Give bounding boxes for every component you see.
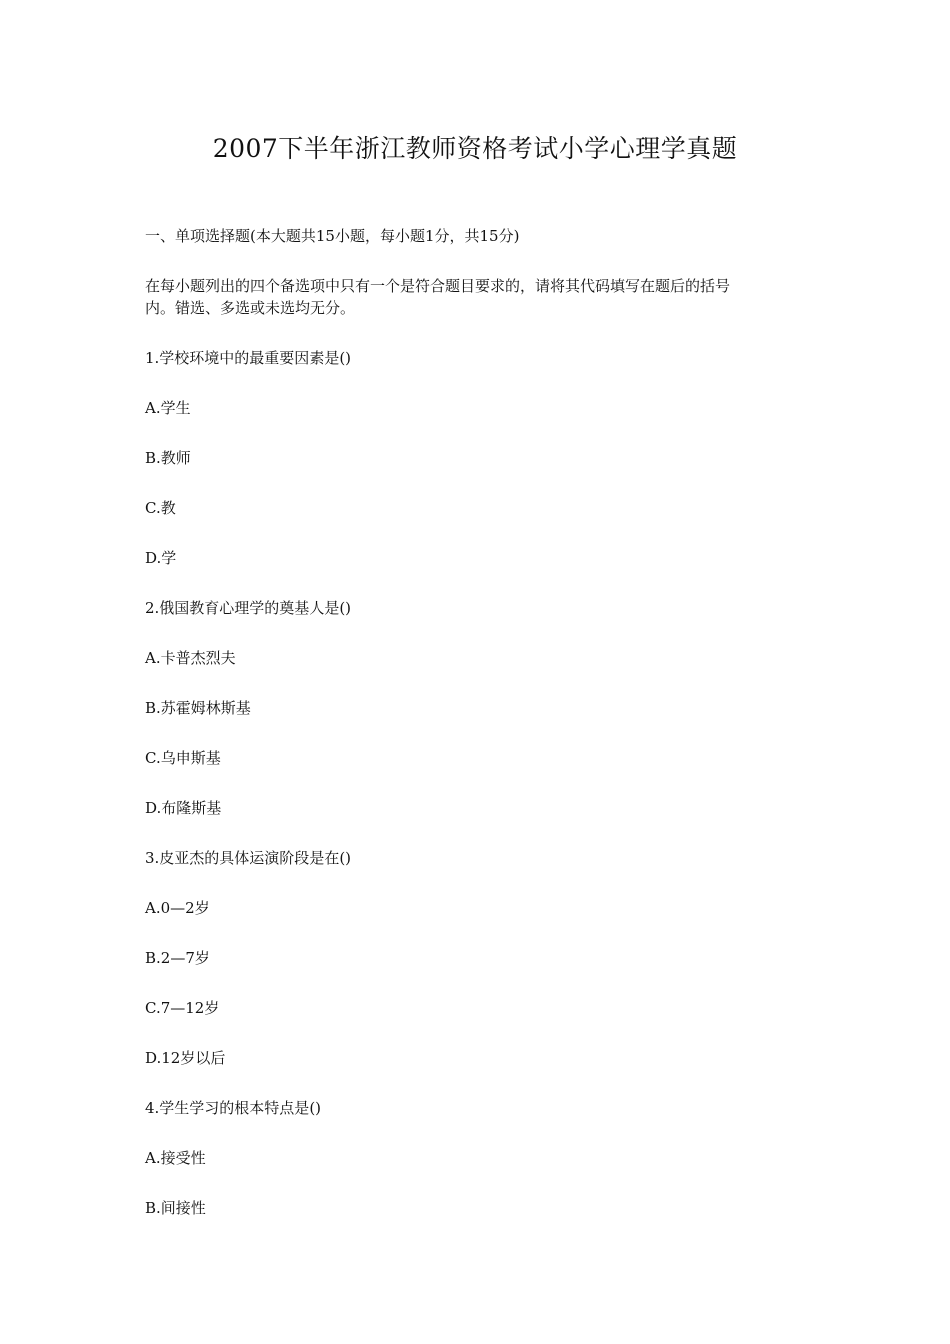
question-3-option-b: B.2—7岁 xyxy=(145,949,210,967)
question-4-option-a: A.接受性 xyxy=(145,1149,206,1167)
question-1-option-b: B.教师 xyxy=(145,449,191,467)
question-3-option-a: A.0—2岁 xyxy=(145,899,210,917)
question-2-option-a: A.卡普杰烈夫 xyxy=(145,649,236,667)
question-2-option-b: B.苏霍姆林斯基 xyxy=(145,699,251,717)
question-1-stem: 1.学校环境中的最重要因素是() xyxy=(145,349,352,367)
question-4-option-b: B.间接性 xyxy=(145,1199,206,1217)
question-3-option-c: C.7—12岁 xyxy=(145,999,220,1017)
question-1-option-a: A.学生 xyxy=(145,399,191,417)
question-1-option-c: C.教 xyxy=(145,499,176,517)
question-2-stem: 2.俄国教育心理学的奠基人是() xyxy=(145,599,352,617)
section-heading: 一、单项选择题(本大题共15小题，每小题1分，共15分) xyxy=(145,227,520,245)
document-title: 2007下半年浙江教师资格考试小学心理学真题 xyxy=(212,134,738,163)
question-1-option-d: D.学 xyxy=(145,549,177,567)
document-body xyxy=(145,225,815,1247)
instructions-line-2: 内。错选、多选或未选均无分。 xyxy=(145,299,356,317)
question-4-stem: 4.学生学习的根本特点是() xyxy=(145,1099,322,1117)
section-instructions xyxy=(145,275,815,319)
question-3-option-d: D.12岁以后 xyxy=(145,1049,226,1067)
question-2-option-c: C.乌申斯基 xyxy=(145,749,221,767)
question-3-stem: 3.皮亚杰的具体运演阶段是在() xyxy=(145,849,352,867)
question-2-option-d: D.布隆斯基 xyxy=(145,799,222,817)
instructions-line-1: 在每小题列出的四个备选项中只有一个是符合题目要求的，请将其代码填写在题后的括号 xyxy=(145,277,731,295)
